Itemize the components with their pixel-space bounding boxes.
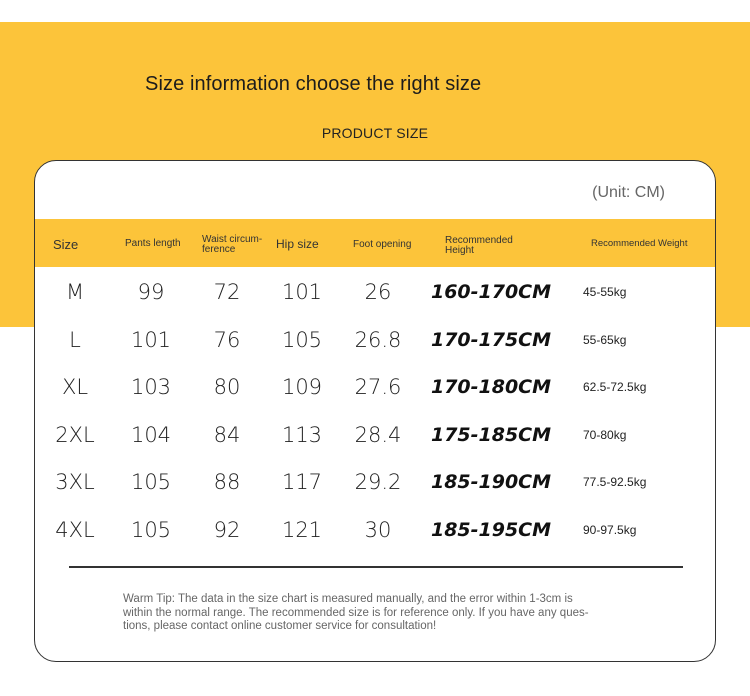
cell-waist: 92 [213, 517, 241, 542]
cell-pants: 105 [130, 517, 172, 542]
cell-hip: 121 [281, 517, 323, 542]
header-height-line2: Height [445, 245, 474, 256]
unit-label: (Unit: CM) [592, 184, 665, 201]
table-row [35, 367, 715, 407]
cell-foot: 29.2 [354, 470, 402, 494]
divider [69, 566, 683, 568]
page-subtitle: PRODUCT SIZE [321, 125, 429, 141]
header-height [445, 236, 513, 256]
cell-foot: 28.4 [354, 422, 402, 447]
cell-weight: 77.5-92.5kg [583, 475, 647, 489]
cell-height: 175-185CM [430, 423, 552, 446]
cell-waist: 76 [213, 327, 241, 352]
cell-size: XL [61, 375, 89, 399]
header-waist-line2: ference [202, 244, 236, 255]
cell-height: 170-180CM [430, 376, 552, 398]
cell-hip: 117 [281, 470, 323, 494]
cell-foot: 26 [364, 280, 392, 304]
cell-foot: 30 [364, 517, 392, 542]
cell-hip: 109 [281, 375, 323, 399]
cell-waist: 72 [213, 280, 241, 304]
cell-waist: 88 [213, 470, 241, 494]
cell-hip: 105 [281, 327, 323, 352]
page-title: Size information choose the right size [145, 73, 482, 95]
table-row [35, 510, 715, 550]
cell-pants: 104 [130, 422, 172, 447]
cell-foot: 26.8 [354, 327, 402, 352]
cell-pants: 99 [137, 280, 165, 304]
cell-weight: 45-55kg [583, 285, 627, 299]
table-header [35, 219, 715, 267]
header-weight: Recommended Weight [591, 238, 688, 249]
cell-size: L [69, 327, 81, 352]
header-size: Size [53, 237, 79, 252]
cell-height: 160-170CM [430, 281, 552, 303]
warm-tip [123, 593, 643, 634]
warm-tip-line2: within the normal range. The recommended size is for reference only. If you have any ques- [123, 606, 589, 619]
header-pants-length: Pants length [125, 238, 181, 249]
cell-height: 185-190CM [430, 471, 552, 493]
size-chart-card [34, 160, 716, 662]
cell-waist: 84 [213, 422, 241, 447]
cell-pants: 105 [130, 470, 172, 494]
cell-waist: 80 [213, 375, 241, 399]
table-row [35, 462, 715, 502]
cell-weight: 62.5-72.5kg [583, 380, 647, 394]
cell-foot: 27.6 [354, 375, 402, 399]
header-height-line1: Recommended [445, 235, 513, 246]
cell-pants: 103 [130, 375, 172, 399]
cell-size: 3XL [55, 470, 95, 494]
cell-weight: 55-65kg [583, 332, 627, 347]
cell-size: M [65, 280, 85, 304]
warm-tip-line1: Warm Tip: The data in the size chart is measured manually, and the error within 1-3cm is [123, 593, 573, 605]
cell-weight: 90-97.5kg [583, 522, 637, 537]
cell-size: 4XL [55, 517, 95, 542]
cell-hip: 113 [281, 422, 323, 447]
cell-height: 170-175CM [430, 328, 552, 351]
cell-weight: 70-80kg [583, 427, 627, 442]
cell-height: 185-195CM [430, 518, 552, 541]
header-waist-line1: Waist circum- [202, 234, 263, 245]
cell-pants: 101 [130, 327, 172, 352]
header-waist [202, 235, 262, 255]
cell-hip: 101 [281, 280, 323, 304]
table-row [35, 272, 715, 312]
warm-tip-line3: tions, please contact online customer service for consultation! [123, 620, 437, 632]
header-foot-opening: Foot opening [353, 239, 412, 250]
table-row [35, 415, 715, 455]
table-row [35, 320, 715, 360]
header-hip: Hip size [276, 237, 319, 251]
cell-size: 2XL [55, 422, 95, 447]
